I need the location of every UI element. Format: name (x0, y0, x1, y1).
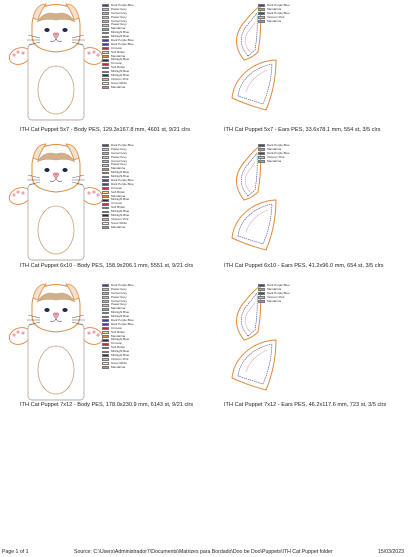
thread-swatch (102, 207, 109, 210)
thread-swatch (258, 12, 265, 15)
thread-name: Midnight Blue (111, 69, 130, 74)
thread-swatch (258, 8, 265, 11)
thread-name: Midnight Blue (111, 314, 130, 319)
thread-swatch (102, 59, 109, 62)
thread-swatch (102, 358, 109, 361)
thread-name: Vintsom Pink (111, 76, 129, 81)
thread-name: Mandarina (111, 84, 126, 89)
thread-swatch (102, 156, 109, 159)
thread-name: Vintsom Pink (267, 14, 285, 19)
design-caption: ITH Cat Puppet 7x12 - Body PES, 178.0x230.9 mm, 6143 st, 9/21 clrs (20, 402, 194, 408)
thread-swatch (102, 86, 109, 89)
thread-swatch (102, 288, 109, 291)
thread-name: Vintsom Pink (111, 356, 129, 361)
thread-swatch (102, 74, 109, 77)
thread-swatch (102, 366, 109, 369)
thread-color-item (102, 86, 172, 90)
thread-name: Camel Grey (111, 150, 128, 155)
thread-name: Mandarina (111, 193, 126, 198)
design-caption: ITH Cat Puppet 6x10 - Ears PES, 41.2x96.0 mm, 654 st, 3/5 clrs (224, 263, 384, 269)
design-ears-5x7 (208, 0, 416, 150)
thread-name: Mandarina (267, 146, 282, 151)
thread-swatch (102, 187, 109, 190)
design-body-5x7 (0, 0, 208, 150)
thread-swatch (102, 160, 109, 163)
thread-swatch (102, 20, 109, 23)
thread-name: Vintsom Pink (111, 216, 129, 221)
thread-name: Pastel Grey (111, 22, 127, 27)
thread-name: Dark Purple Blue (111, 321, 134, 326)
thread-swatch (102, 347, 109, 350)
thread-swatch (102, 43, 109, 46)
thread-swatch (102, 323, 109, 326)
thread-name: Camel Grey (111, 158, 128, 163)
thread-name: Mandarina (111, 26, 126, 31)
thread-swatch (258, 156, 265, 159)
thread-swatch (102, 16, 109, 19)
thread-color-list (102, 144, 172, 230)
thread-swatch (258, 292, 265, 295)
thread-name: Vintsom Pink (267, 294, 285, 299)
design-ears-7x12 (208, 280, 416, 430)
thread-swatch (258, 284, 265, 287)
thread-name: Crimson (111, 341, 123, 346)
thread-name: Mandarina (267, 6, 282, 11)
thread-name: Mandarina (111, 53, 126, 58)
thread-name: Snow White (111, 220, 128, 225)
thread-name: Pastel Grey (111, 286, 127, 291)
thread-name: Mandarina (111, 306, 126, 311)
thread-swatch (102, 51, 109, 54)
thread-name: Crimson (111, 61, 123, 66)
thread-swatch (102, 39, 109, 42)
source-path: Source: C:\Users\Administrador7\Documents\Matrizes para Bordado\Doo be Doo\Puppets\ITH Cat Puppet folder (74, 549, 333, 555)
thread-swatch (102, 4, 109, 7)
page-number: Page 1 of 1 (2, 549, 29, 555)
thread-swatch (102, 226, 109, 229)
thread-name: Vintsom Pink (267, 154, 285, 159)
thread-name: Mandarina (267, 298, 282, 303)
thread-swatch (102, 148, 109, 151)
thread-color-item (258, 300, 328, 304)
thread-name: Midnight Blue (111, 209, 130, 214)
thread-swatch (102, 296, 109, 299)
thread-color-list (102, 4, 172, 90)
thread-swatch (102, 218, 109, 221)
thread-swatch (102, 312, 109, 315)
thread-name: Mandarina (267, 286, 282, 291)
thread-swatch (102, 55, 109, 58)
design-body-7x12 (0, 280, 208, 430)
thread-name: Soft Butter (111, 205, 126, 210)
thread-name: Dark Purple Blue (111, 143, 134, 147)
thread-swatch (258, 152, 265, 155)
thread-name: Crimson (111, 185, 123, 190)
thread-name: Pastel Grey (111, 6, 127, 11)
thread-color-item (102, 226, 172, 230)
thread-color-item (258, 20, 328, 24)
thread-name: Dark Purple Blue (267, 3, 290, 7)
thread-swatch (102, 327, 109, 330)
thread-swatch (102, 71, 109, 74)
thread-name: Dark Purple Blue (111, 3, 134, 7)
thread-swatch (258, 148, 265, 151)
design-caption: ITH Cat Puppet 6x10 - Body PES, 158.9x206.1 mm, 5551 st, 9/21 clrs (20, 263, 194, 269)
thread-name: Midnight Blue (111, 337, 130, 342)
design-caption: ITH Cat Puppet 5x7 - Ears PES, 33.6x78.1 mm, 554 st, 3/5 clrs (224, 127, 381, 133)
thread-name: Camel Grey (111, 290, 128, 295)
thread-swatch (102, 331, 109, 334)
thread-swatch (102, 82, 109, 85)
thread-name: Midnight Blue (111, 57, 130, 62)
thread-name: Snow White (111, 80, 128, 85)
thread-name: Dark Purple Blue (267, 283, 290, 287)
thread-swatch (258, 160, 265, 163)
thread-swatch (102, 32, 109, 35)
thread-name: Soft Butter (111, 189, 126, 194)
thread-name: Crimson (111, 325, 123, 330)
thread-swatch (258, 300, 265, 303)
thread-name: Dark Purple Blue (111, 178, 134, 183)
thread-swatch (102, 152, 109, 155)
thread-name: Camel Grey (111, 298, 128, 303)
thread-name: Dark Purple Blue (111, 318, 134, 323)
thread-swatch (102, 164, 109, 167)
thread-swatch (102, 8, 109, 11)
thread-name: Mandarina (267, 18, 282, 23)
thread-name: Midnight Blue (111, 174, 130, 179)
thread-swatch (102, 316, 109, 319)
thread-name: Midnight Blue (111, 73, 130, 78)
design-caption: ITH Cat Puppet 7x12 - Ears PES, 46.2x117.6 mm, 723 st, 3/5 clrs (224, 402, 387, 408)
thread-swatch (102, 12, 109, 15)
thread-name: Midnight Blue (111, 213, 130, 218)
thread-swatch (258, 296, 265, 299)
thread-swatch (102, 179, 109, 182)
thread-swatch (258, 144, 265, 147)
thread-name: Crimson (111, 201, 123, 206)
thread-swatch (102, 351, 109, 354)
thread-swatch (102, 319, 109, 322)
thread-name: Mandarina (111, 166, 126, 171)
thread-swatch (258, 288, 265, 291)
thread-swatch (102, 36, 109, 39)
thread-swatch (102, 339, 109, 342)
thread-name: Dark Purple Blue (267, 143, 290, 147)
thread-swatch (102, 195, 109, 198)
thread-swatch (102, 304, 109, 307)
thread-swatch (258, 4, 265, 7)
thread-name: Mandarina (267, 158, 282, 163)
thread-name: Pastel Grey (111, 162, 127, 167)
thread-name: Midnight Blue (111, 310, 130, 315)
print-date: 15/03/2023 (378, 549, 404, 555)
thread-name: Dark Purple Blue (111, 181, 134, 186)
thread-name: Pastel Grey (111, 146, 127, 151)
thread-swatch (102, 176, 109, 179)
thread-name: Soft Butter (111, 345, 126, 350)
thread-name: Dark Purple Blue (111, 41, 134, 46)
thread-swatch (102, 308, 109, 311)
thread-name: Pastel Grey (111, 294, 127, 299)
thread-swatch (102, 63, 109, 66)
thread-swatch (102, 168, 109, 171)
thread-name: Snow White (111, 360, 128, 365)
thread-name: Dark Purple Blue (267, 10, 290, 15)
thread-swatch (258, 16, 265, 19)
thread-color-list (258, 284, 328, 303)
thread-swatch (102, 362, 109, 365)
thread-color-list (102, 284, 172, 370)
thread-color-list (258, 4, 328, 23)
thread-name: Camel Grey (111, 18, 128, 23)
thread-name: Midnight Blue (111, 170, 130, 175)
thread-name: Pastel Grey (111, 302, 127, 307)
thread-swatch (102, 284, 109, 287)
thread-name: Mandarina (111, 364, 126, 369)
thread-name: Midnight Blue (111, 197, 130, 202)
thread-swatch (102, 24, 109, 27)
thread-swatch (102, 47, 109, 50)
thread-name: Soft Butter (111, 49, 126, 54)
thread-name: Camel Grey (111, 10, 128, 15)
thread-name: Dark Purple Blue (267, 150, 290, 155)
thread-name: Midnight Blue (111, 353, 130, 358)
thread-swatch (102, 343, 109, 346)
thread-swatch (102, 78, 109, 81)
thread-name: Pastel Grey (111, 154, 127, 159)
thread-swatch (102, 183, 109, 186)
thread-name: Mandarina (111, 224, 126, 229)
thread-swatch (102, 172, 109, 175)
thread-name: Dark Purple Blue (111, 38, 134, 43)
design-body-6x10 (0, 140, 208, 290)
thread-swatch (102, 28, 109, 31)
thread-name: Dark Purple Blue (267, 290, 290, 295)
thread-name: Pastel Grey (111, 14, 127, 19)
thread-swatch (258, 20, 265, 23)
thread-swatch (102, 354, 109, 357)
thread-name: Soft Butter (111, 65, 126, 70)
thread-swatch (102, 144, 109, 147)
thread-swatch (102, 191, 109, 194)
design-caption: ITH Cat Puppet 5x7 - Body PES, 129.3x167.8 mm, 4601 st, 9/21 clrs (20, 127, 191, 133)
thread-swatch (102, 222, 109, 225)
thread-swatch (102, 292, 109, 295)
thread-color-item (258, 160, 328, 164)
thread-color-item (102, 366, 172, 370)
thread-swatch (102, 211, 109, 214)
thread-name: Midnight Blue (111, 34, 130, 39)
thread-name: Soft Butter (111, 329, 126, 334)
thread-swatch (102, 335, 109, 338)
thread-swatch (102, 199, 109, 202)
thread-color-list (258, 144, 328, 163)
thread-name: Midnight Blue (111, 349, 130, 354)
thread-swatch (102, 300, 109, 303)
thread-swatch (102, 214, 109, 217)
thread-name: Crimson (111, 45, 123, 50)
thread-name: Mandarina (111, 333, 126, 338)
thread-swatch (102, 67, 109, 70)
thread-name: Midnight Blue (111, 30, 130, 35)
thread-swatch (102, 203, 109, 206)
design-ears-6x10 (208, 140, 416, 290)
thread-name: Dark Purple Blue (111, 283, 134, 287)
